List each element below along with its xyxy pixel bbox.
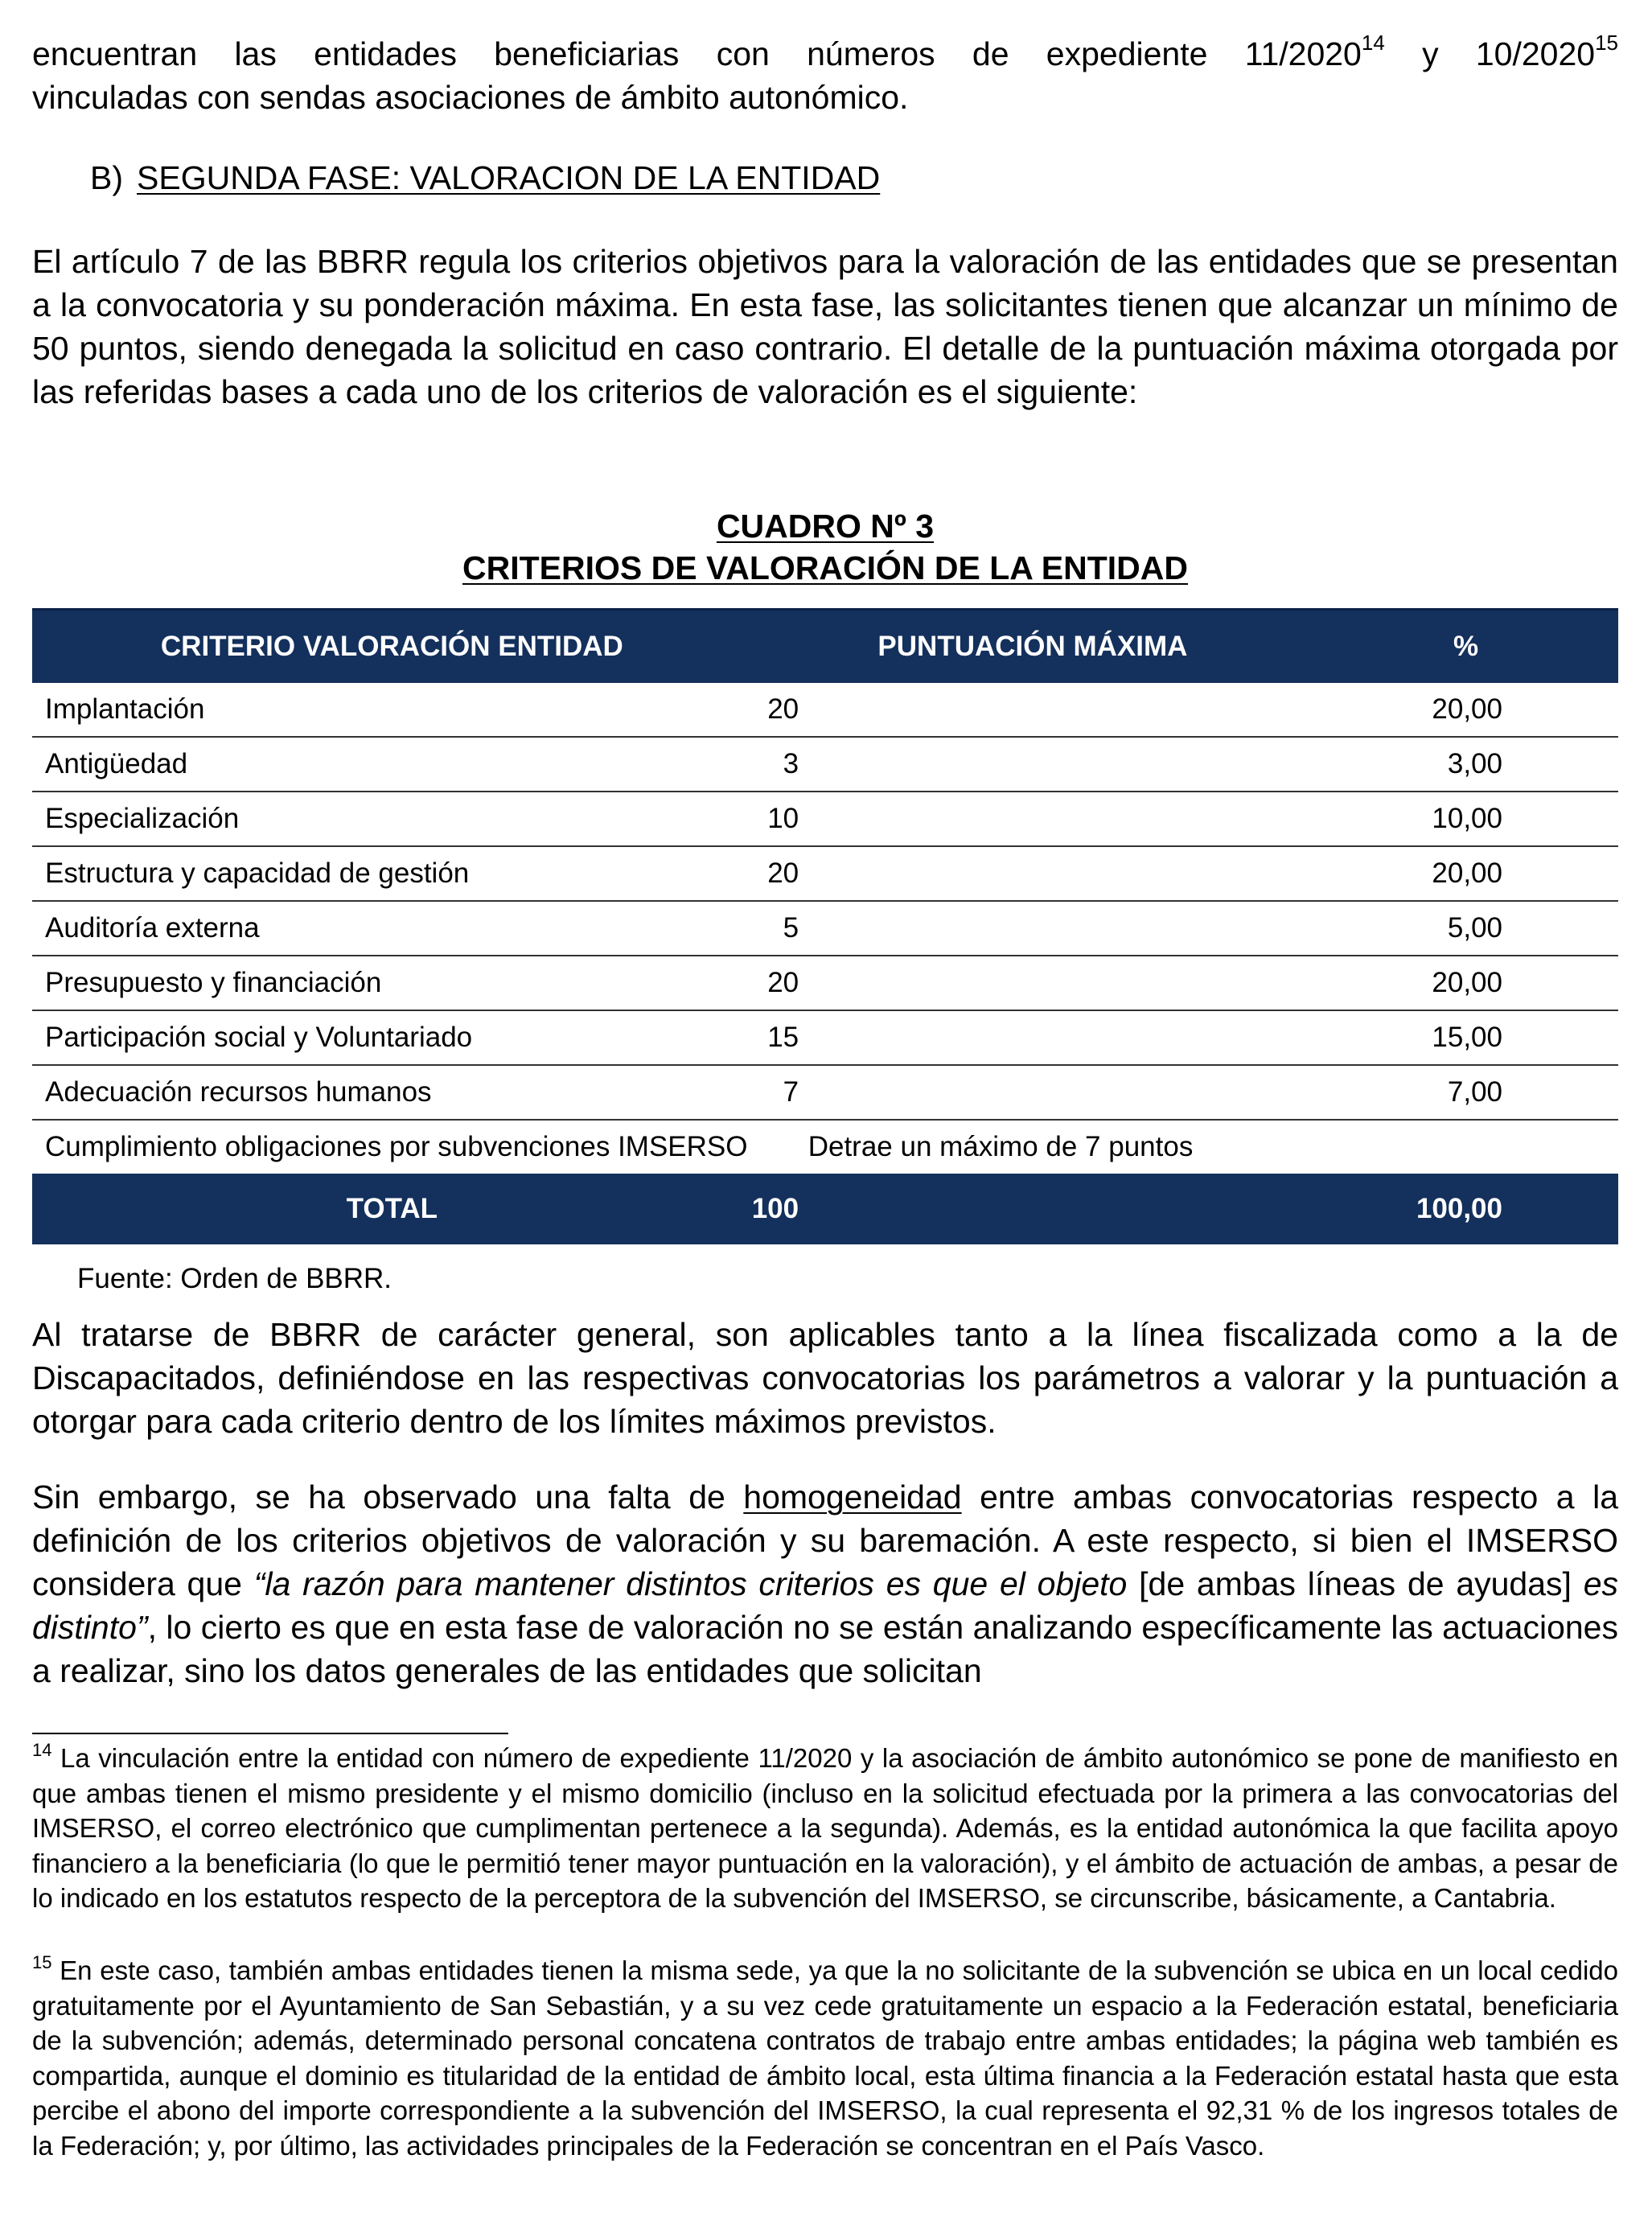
footnote-ref-15: 15 <box>1595 31 1618 56</box>
table-row <box>32 901 1618 956</box>
footnote-separator <box>32 1733 508 1734</box>
table-source: Fuente: Orden de BBRR. <box>77 1263 392 1294</box>
intro-line-2: vinculadas con sendas asociaciones de ámbito autonómico. <box>32 79 909 116</box>
table-title <box>32 505 1618 589</box>
criteria-table <box>32 608 1618 1244</box>
cell-percent: 20,00 <box>1313 956 1618 1010</box>
paragraph-criteria-intro: El artículo 7 de las BBRR regula los criterios objetivos para la valoración de las entidades que se presentan a la convocatoria y su ponderación máxima. En esta fase, las solicitantes tienen que alcanzar un mínimo de 50 puntos, siendo denegada la solicitud en caso contrario. El detalle de la puntuación máxima otorgada por las referidas bases a cada uno de los criterios de valoración es el siguiente: <box>32 243 1618 410</box>
p3-text-1: Sin embargo, se ha observado una falta de <box>32 1478 744 1515</box>
table-total-row <box>32 1174 1618 1244</box>
cell-percent: 10,00 <box>1313 792 1618 846</box>
cell-criterion: Cumplimiento obligaciones por subvenciones IMSERSO <box>45 1131 748 1162</box>
cell-criterion: Participación social y Voluntariado <box>32 1010 752 1065</box>
table-caption: CRITERIOS DE VALORACIÓN DE LA ENTIDAD <box>462 549 1189 586</box>
p3-text-2: entre ambas convocatorias respecto a la definición de los criterios objetivos de valoración y su baremación. A este respecto, si bien el IMSERSO considera que <box>32 1478 1618 1602</box>
footnote-text: La vinculación entre la entidad con número de expediente 11/2020 y la asociación de ámbito autonómico se pone de manifiesto en que ambas tienen el mismo presidente y el mismo domicilio (incluso en la solicitud efectuada por la primera a las convocatorias del IMSERSO, el correo electrónico que cumplimentan pertenece a la segunda). Además, es la entidad autonómica la que facilita apoyo financiero a la beneficiaria (lo que le permitió tener mayor puntuación en la valoración), y el ámbito de actuación de ambas, a pesar de lo indicado en los estatutos respecto de la perceptora de la subvención del IMSERSO, se circunscribe, básicamente, a Cantabria. <box>32 1743 1618 1913</box>
intro-line-1 <box>32 32 1618 76</box>
table-row <box>32 737 1618 792</box>
cell-criterion: Antigüedad <box>32 737 752 792</box>
cell-criterion: Implantación <box>32 683 752 737</box>
p3-text-3: , lo cierto es que en esta fase de valoración no se están analizando específicamente las actuaciones a realizar, sino los datos generales de las entidades que solicitan <box>32 1609 1618 1689</box>
cell-percent: 7,00 <box>1313 1065 1618 1120</box>
total-label: TOTAL <box>32 1174 752 1244</box>
cell-deduction-note: Detrae un máximo de 7 puntos <box>808 1131 1194 1162</box>
table-row-special <box>32 1120 1618 1174</box>
cell-points: 20 <box>752 683 1313 737</box>
total-points: 100 <box>752 1174 1313 1244</box>
cell-percent: 3,00 <box>1313 737 1618 792</box>
table-row <box>32 1065 1618 1120</box>
paragraph-homogeneity <box>32 1475 1618 1692</box>
cell-points: 20 <box>752 956 1313 1010</box>
intro-paragraph <box>32 32 1618 119</box>
intro-text: encuentran las entidades beneficiarias con números de expediente 11/2020 <box>32 35 1362 72</box>
footnote-text: En este caso, también ambas entidades tienen la misma sede, ya que la no solicitante de la subvención se ubica en un local cedido gratuitamente por el Ayuntamiento de San Sebastián, y a su vez cede gratuitamente un espacio a la Federación estatal, beneficiaria de la subvención; además, determinado personal concatena contratos de trabajo entre ambas entidades; la página web también es compartida, aunque el dominio es titularidad de la entidad de ámbito local, esta última financia a la Federación estatal hasta que esta percibe el abono del importe correspondiente a la subvención del IMSERSO, la cual representa el 92,31 % de los ingresos totales de la Federación; y, por último, las actividades principales de la Federación se concentran en el País Vasco. <box>32 1955 1619 2161</box>
cell-points: 5 <box>752 901 1313 956</box>
table-row <box>32 683 1618 737</box>
section-title: SEGUNDA FASE: VALORACION DE LA ENTIDAD <box>137 159 881 196</box>
p3-quote-1: “la razón para mantener distintos criterios es que el objeto <box>253 1565 1128 1602</box>
cell-percent: 20,00 <box>1313 846 1618 901</box>
footnote-15 <box>32 1953 1618 2163</box>
cell-percent: 15,00 <box>1313 1010 1618 1065</box>
footnote-ref-14: 14 <box>1361 31 1385 56</box>
section-heading <box>32 156 1618 199</box>
table-row <box>32 846 1618 901</box>
cell-points: 10 <box>752 792 1313 846</box>
table-row <box>32 956 1618 1010</box>
paragraph-general-bases: Al tratarse de BBRR de carácter general, son aplicables tanto a la línea fiscalizada como a la de Discapacitados, definiéndose en las respectivas convocatorias los parámetros a valorar y la puntuación a otorgar para cada criterio dentro de los límites máximos previstos. <box>32 1316 1618 1440</box>
total-percent: 100,00 <box>1313 1174 1618 1244</box>
table-row <box>32 1010 1618 1065</box>
cell-points: 20 <box>752 846 1313 901</box>
table-row <box>32 792 1618 846</box>
header-percent: % <box>1313 610 1618 684</box>
table-header-row <box>32 610 1618 684</box>
section-letter: B) <box>90 159 123 196</box>
cell-criterion: Presupuesto y financiación <box>32 956 752 1010</box>
cell-criterion: Especialización <box>32 792 752 846</box>
cell-points: 3 <box>752 737 1313 792</box>
cell-points: 7 <box>752 1065 1313 1120</box>
footnote-14 <box>32 1741 1618 1916</box>
cell-criterion: Estructura y capacidad de gestión <box>32 846 752 901</box>
footnote-number: 14 <box>32 1740 52 1760</box>
cell-criterion: Adecuación recursos humanos <box>32 1065 752 1120</box>
cell-percent: 5,00 <box>1313 901 1618 956</box>
header-max-points: PUNTUACIÓN MÁXIMA <box>752 610 1313 684</box>
table-number: CUADRO Nº 3 <box>716 508 935 545</box>
cell-percent: 20,00 <box>1313 683 1618 737</box>
p3-underlined-term: homogeneidad <box>743 1478 962 1515</box>
intro-mid: y 10/2020 <box>1384 35 1596 72</box>
p3-quote-2: es distinto” <box>32 1565 1619 1646</box>
cell-criterion: Auditoría externa <box>32 901 752 956</box>
p3-bracket: [de ambas líneas de ayudas] <box>1127 1565 1584 1602</box>
cell-points: 15 <box>752 1010 1313 1065</box>
footnote-number: 15 <box>32 1952 52 1972</box>
header-criterion: CRITERIO VALORACIÓN ENTIDAD <box>32 610 752 684</box>
